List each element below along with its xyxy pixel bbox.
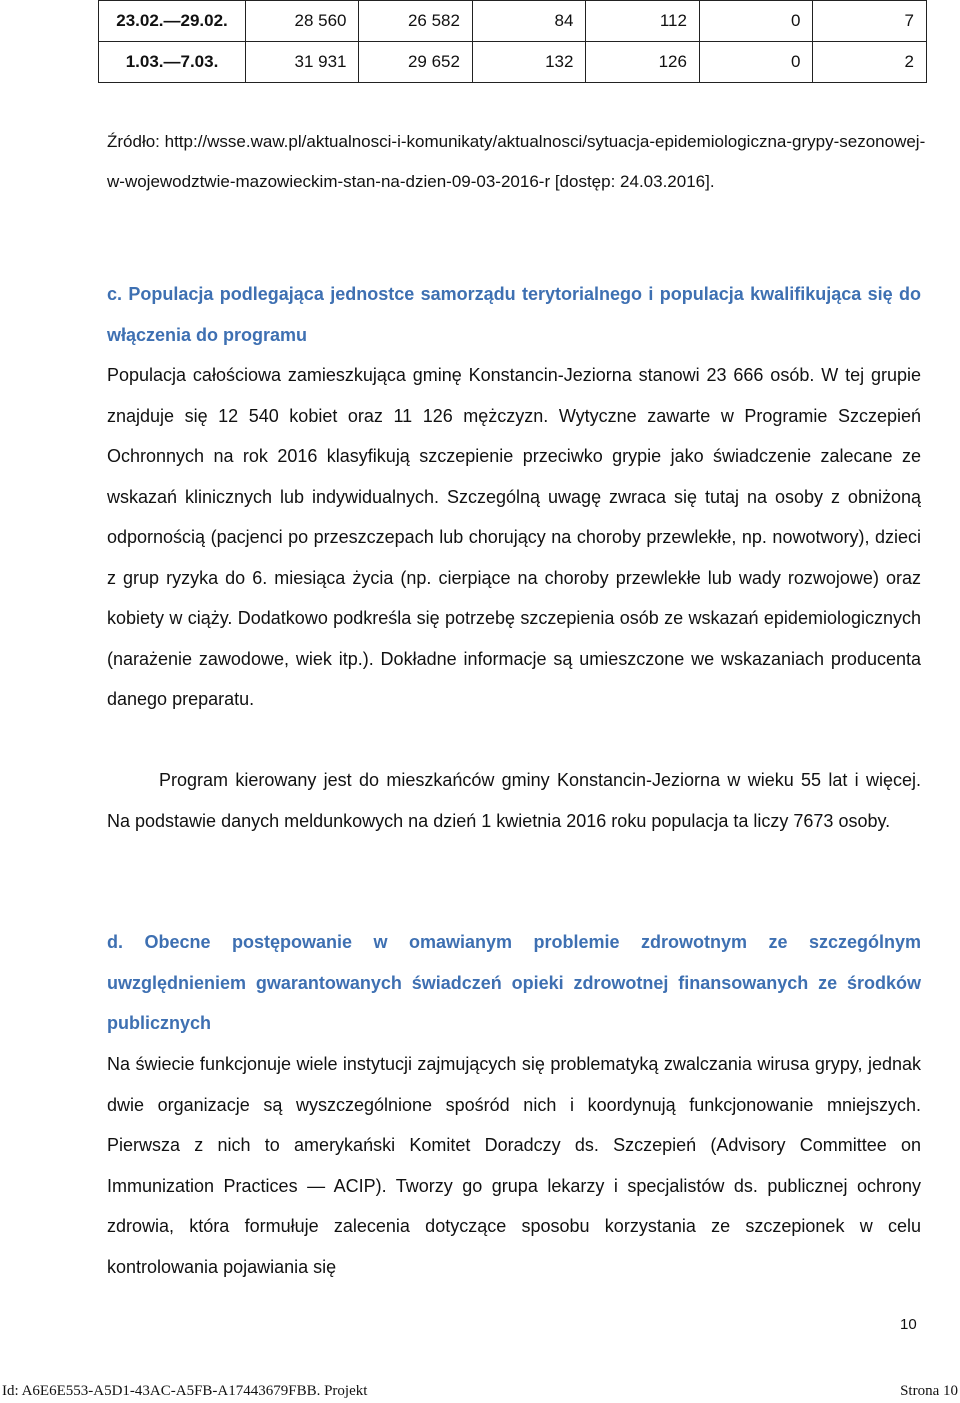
table-cell: 84	[472, 1, 585, 42]
table-cell: 112	[586, 1, 699, 42]
table-cell-date: 1.03.—7.03.	[99, 42, 246, 83]
table-row	[99, 1, 927, 42]
section-c-paragraph-1: Populacja całościowa zamieszkująca gminę Konstancin-Jeziorna stanowi 23 666 osób. W tej grupie znajduje się 12 540 kobiet oraz 11 126 mężczyzn. Wytyczne zawarte w Programie Szczepień Ochronnych na rok 2016 klasyfikują szczepienie przeciwko grypie jako świadczenie zalecane ze wskazań klinicznych lub indywidualnych. Szczególną uwagę zwraca się tutaj na osoby z obniżoną odpornością (pacjenci po przeszczepach lub chorujący na choroby przewlekłe, np. nowotwory), dzieci z grup ryzyka do 6. miesiąca życia (np. cierpiące na choroby przewlekłe lub wady rozwojowe) oraz kobiety w ciąży. Dodatkowo podkreśla się potrzebę szczepienia osób ze wskazań epidemiologicznych (narażenie zawodowe, wiek itp.). Dokładne informacje są umieszczone we wskazaniach producenta danego preparatu.	[107, 365, 921, 709]
table-cell: 2	[813, 42, 927, 83]
footer-page-label: Strona 10	[900, 1383, 958, 1399]
table-cell: 31 931	[246, 42, 359, 83]
table-cell: 29 652	[359, 42, 472, 83]
section-d-paragraph-1: Na świecie funkcjonuje wiele instytucji zajmujących się problematyką zwalczania wirusa grypy, jednak dwie organizacje są wyszczególnione spośród nich i koordynują funkcjonowanie mniejszych. Pierwsza z nich to amerykański Komitet Doradczy ds. Szczepień (Advisory Committee on Immunization Practices — ACIP). Tworzy go grupa lekarzy i specjalistów ds. publicznej ochrony zdrowia, która formułuje zalecenia dotyczące sposobu korzystania ze szczepionek w celu kontrolowania pojawiania się	[107, 1054, 921, 1277]
source-note: Źródło: http://wsse.waw.pl/aktualnosci-i-komunikaty/aktualnosci/sytuacja-epidemiologiczna-grypy-sezonowej-w-wojewodztwie-mazowieckim-stan-na-dzien-09-03-2016-r [dostęp: 24.03.2016].	[107, 132, 926, 191]
table-row	[99, 42, 927, 83]
table-cell: 0	[699, 1, 812, 42]
table-cell: 126	[586, 42, 699, 83]
document-footer	[0, 1380, 960, 1403]
section-c-paragraph-2: Program kierowany jest do mieszkańców gminy Konstancin-Jeziorna w wieku 55 lat i więcej. Na podstawie danych meldunkowych na dzień 1 kwietnia 2016 roku populacja ta liczy 7673 osoby.	[107, 770, 921, 831]
table-cell-date: 23.02.—29.02.	[99, 1, 246, 42]
table-cell: 26 582	[359, 1, 472, 42]
footer-document-id: Id: A6E6E553-A5D1-43AC-A5FB-A17443679FBB. Projekt	[2, 1383, 368, 1399]
table-cell: 7	[813, 1, 927, 42]
case-statistics-table	[98, 0, 927, 83]
table-cell: 28 560	[246, 1, 359, 42]
section-c-heading: c. Populacja podlegająca jednostce samorządu terytorialnego i populacja kwalifikująca się do włączenia do programu	[107, 284, 921, 345]
page-number: 10	[900, 1316, 917, 1333]
table-cell: 132	[472, 42, 585, 83]
section-d-heading: d. Obecne postępowanie w omawianym problemie zdrowotnym ze szczególnym uwzględnieniem gwarantowanych świadczeń opieki zdrowotnej finansowanych ze środków publicznych	[107, 932, 921, 1033]
table-cell: 0	[699, 42, 812, 83]
